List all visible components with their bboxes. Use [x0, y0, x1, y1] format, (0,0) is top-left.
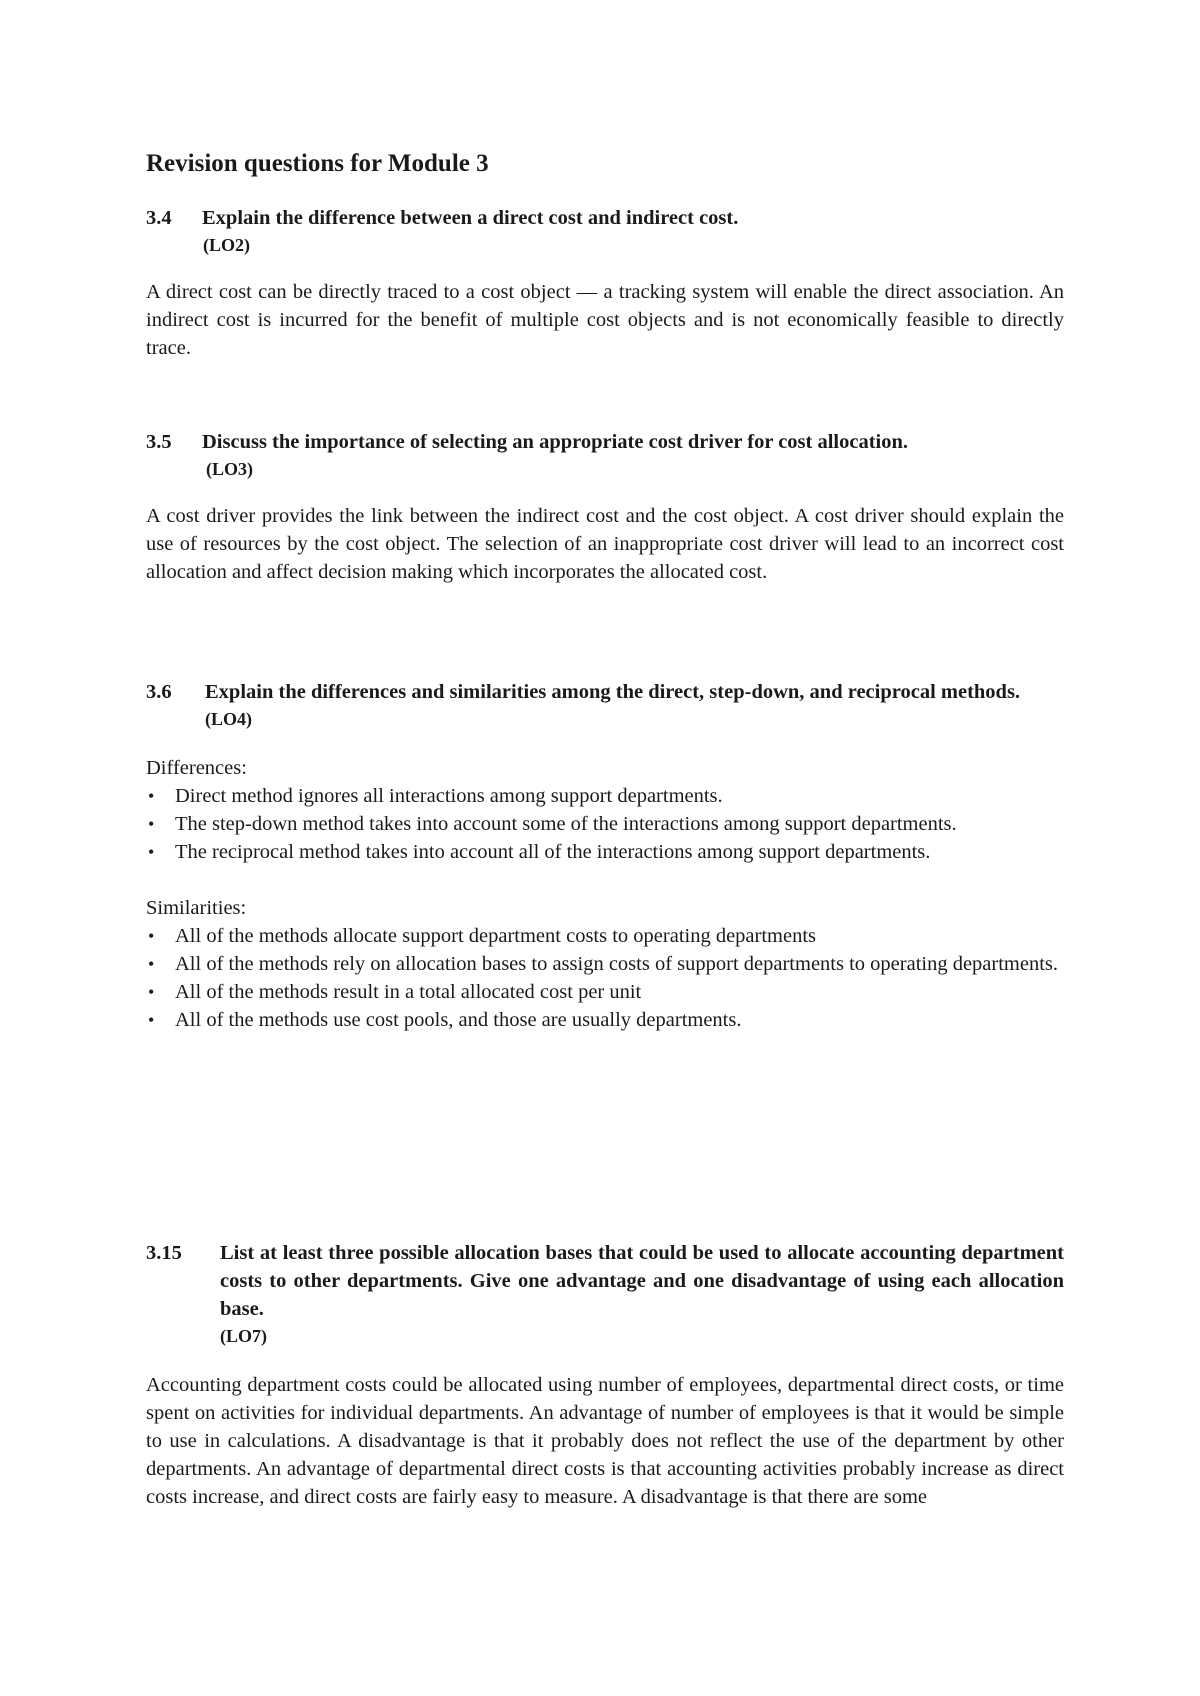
differences-label: Differences: — [146, 757, 247, 779]
learning-outcome: (LO2) — [203, 235, 250, 255]
learning-outcome: (LO4) — [205, 709, 252, 729]
question-text: Explain the difference between a direct cost and indirect cost. — [202, 207, 739, 229]
bullet-icon: • — [148, 786, 155, 806]
answer-text: Accounting department costs could be allocated using number of employees, departmental direct costs, or time spent on activities for individual departments. An advantage of number of employees is that it would be simple to use in calculations. A disadvantage is that it probably does not reflect the use of the department by other departments. An advantage of departmental direct costs is that accounting activities probably increase as direct costs increase, and direct costs are fairly easy to measure. A disadvantage is that there are some — [146, 1374, 1064, 1508]
question-heading — [146, 678, 1064, 706]
question-3-4 — [146, 204, 1064, 362]
list-item: • All of the methods rely on allocation bases to assign costs of support departments to operating departments. — [146, 950, 1064, 978]
learning-outcome: (LO3) — [206, 459, 253, 479]
question-number: 3.15 — [146, 1242, 182, 1264]
document-title: Revision questions for Module 3 — [146, 150, 489, 177]
answer-text: A cost driver provides the link between the indirect cost and the cost object. A cost driver should explain the use of resources by the cost object. The selection of an inappropriate cost driver will lead to an incorrect cost allocation and affect decision making which incorporates the allocated cost. — [146, 505, 1064, 583]
bullet-icon: • — [148, 954, 155, 974]
list-item: • Direct method ignores all interactions among support departments. — [146, 782, 1064, 810]
list-item: • All of the methods result in a total allocated cost per unit — [146, 978, 1064, 1006]
question-heading — [146, 1239, 1064, 1323]
list-item: • All of the methods use cost pools, and those are usually departments. — [146, 1006, 1064, 1034]
question-3-6 — [146, 678, 1064, 1034]
list-item: • The step-down method takes into account some of the interactions among support departments. — [146, 810, 1064, 838]
similarities-list — [146, 922, 1064, 1034]
similarities-label: Similarities: — [146, 897, 247, 919]
answer-text: A direct cost can be directly traced to a cost object — a tracking system will enable the direct association. An indirect cost is incurred for the benefit of multiple cost objects and is not economically feasible to directly trace. — [146, 281, 1064, 359]
bullet-icon: • — [148, 1010, 155, 1030]
bullet-icon: • — [148, 814, 155, 834]
differences-list — [146, 782, 1064, 866]
bullet-icon: • — [148, 926, 155, 946]
learning-outcome: (LO7) — [220, 1326, 267, 1346]
question-heading — [146, 204, 1064, 232]
list-item: • The reciprocal method takes into account all of the interactions among support departments. — [146, 838, 1064, 866]
question-text: Explain the differences and similarities among the direct, step-down, and reciprocal methods. — [205, 681, 1021, 703]
question-text: Discuss the importance of selecting an appropriate cost driver for cost allocation. — [202, 431, 909, 453]
question-heading — [146, 428, 1064, 456]
bullet-icon: • — [148, 982, 155, 1002]
question-text: List at least three possible allocation bases that could be used to allocate accounting department costs to other departments. Give one advantage and one disadvantage of using each allocation base. — [220, 1242, 1064, 1320]
question-number: 3.5 — [146, 431, 172, 453]
question-3-5 — [146, 428, 1064, 586]
bullet-icon: • — [148, 842, 155, 862]
list-item: • All of the methods allocate support department costs to operating departments — [146, 922, 1064, 950]
question-3-15 — [146, 1239, 1064, 1511]
question-number: 3.6 — [146, 681, 172, 703]
question-number: 3.4 — [146, 207, 172, 229]
